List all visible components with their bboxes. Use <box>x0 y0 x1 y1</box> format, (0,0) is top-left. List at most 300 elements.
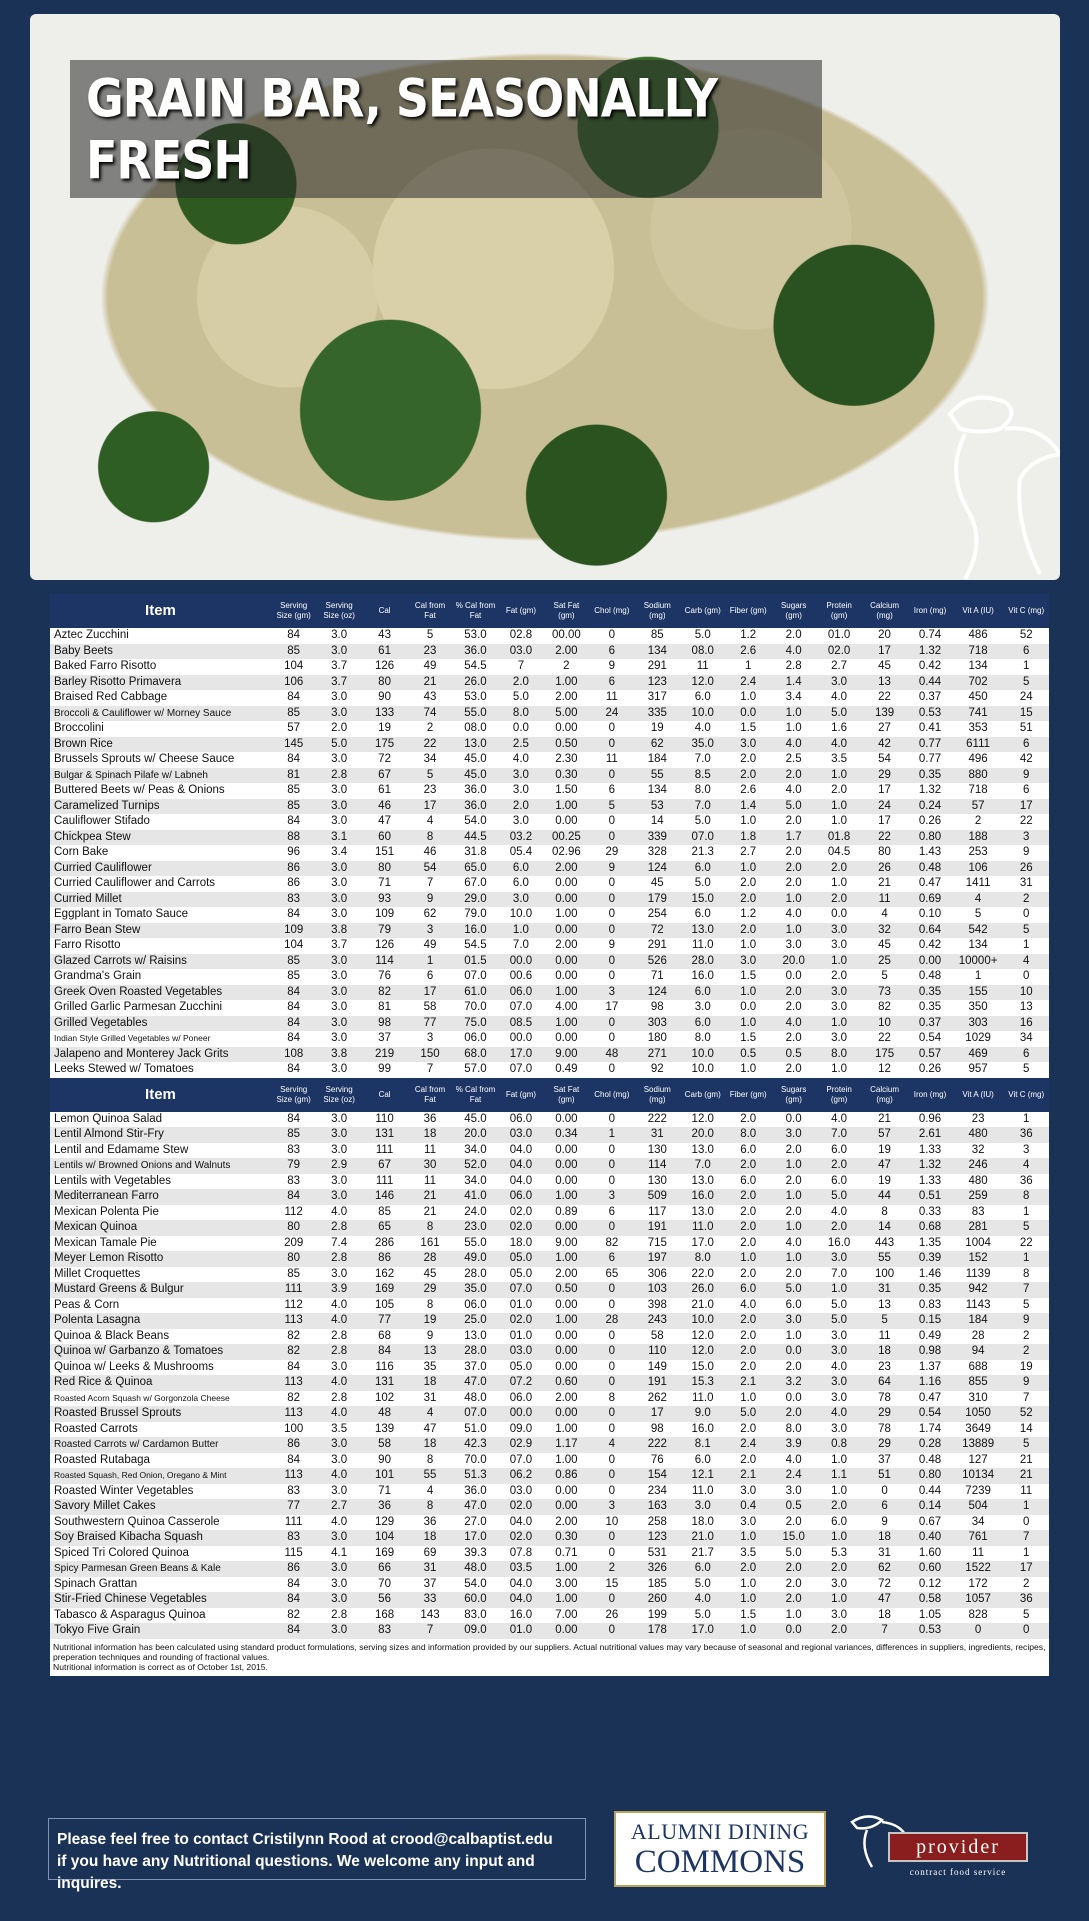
column-header: Fiber (gm) <box>729 606 767 615</box>
nutrition-value: 2.0 <box>785 1407 802 1419</box>
item-name: Roasted Brussel Sprouts <box>54 1407 182 1419</box>
nutrition-value: 4.0 <box>831 691 848 703</box>
nutrition-value: 12.0 <box>691 1329 714 1342</box>
table-row <box>50 830 1049 846</box>
table-row <box>50 1623 1049 1639</box>
nutrition-value: 5 <box>1023 675 1030 688</box>
nutrition-value: 1029 <box>965 1032 991 1044</box>
nutrition-value: 133 <box>374 706 395 719</box>
nutrition-value: 124 <box>647 985 667 998</box>
nutrition-value: 2.8 <box>331 1391 348 1404</box>
nutrition-value: 1 <box>1023 1112 1030 1125</box>
nutrition-value: 84 <box>287 1112 301 1125</box>
nutrition-value: 16.0 <box>509 1608 533 1621</box>
table-row <box>50 690 1049 706</box>
nutrition-value: 36.0 <box>464 784 487 796</box>
nutrition-value: 51.0 <box>464 1422 487 1435</box>
nutrition-value: 4.0 <box>740 1298 757 1311</box>
nutrition-value: 62 <box>423 908 437 920</box>
item-name: Broccolini <box>54 722 104 734</box>
nutrition-value: 37 <box>423 1577 437 1590</box>
nutrition-value: 10.0 <box>509 908 533 920</box>
nutrition-value: 3 <box>426 1032 434 1044</box>
item-name: Savory Millet Cakes <box>54 1500 156 1512</box>
nutrition-value: 47 <box>423 1422 437 1435</box>
nutrition-value: 07.0 <box>691 830 714 843</box>
nutrition-value: 07.0 <box>509 1001 533 1013</box>
nutrition-value: 185 <box>647 1577 667 1590</box>
nutrition-value: 7 <box>517 660 525 672</box>
nutrition-value: 154 <box>647 1469 667 1481</box>
nutrition-value: 34 <box>971 1515 985 1528</box>
nutrition-value: 5 <box>881 1314 888 1326</box>
nutrition-value: 01.0 <box>827 629 851 641</box>
nutrition-value: 9 <box>608 861 616 874</box>
nutrition-value: 0.68 <box>918 1221 942 1233</box>
nutrition-value: 1.00 <box>555 799 578 812</box>
nutrition-value: 83 <box>287 892 301 905</box>
nutrition-value: 443 <box>874 1236 895 1249</box>
nutrition-value: 1.7 <box>785 830 802 843</box>
contact-box <box>48 1818 586 1892</box>
nutrition-value: 2.8 <box>785 660 802 672</box>
nutrition-value: 36.0 <box>464 1484 487 1497</box>
nutrition-value: 0.0 <box>831 908 848 920</box>
nutrition-value: 2.0 <box>831 1624 848 1636</box>
nutrition-value: 3.0 <box>331 1562 348 1574</box>
nutrition-value: 2.0 <box>740 1236 757 1249</box>
nutrition-value: 68 <box>378 1329 391 1342</box>
nutrition-value: 54 <box>878 753 891 765</box>
nutrition-value: 20 <box>878 629 891 641</box>
nutrition-value: 8.0 <box>512 706 529 719</box>
nutrition-value: 79 <box>378 923 391 936</box>
item-name: Chickpea Stew <box>54 830 131 843</box>
nutrition-value: 8.1 <box>694 1438 711 1450</box>
nutrition-value: 81 <box>287 768 301 781</box>
item-name: Jalapeno and Monterey Jack Grits <box>54 1047 229 1060</box>
nutrition-value: 22.0 <box>691 1267 714 1280</box>
nutrition-value: 29.0 <box>464 892 487 905</box>
logo-line-2: COMMONS <box>634 1844 806 1880</box>
nutrition-value: 150 <box>420 1047 440 1060</box>
nutrition-value: 6 <box>1023 644 1030 657</box>
nutrition-value: 2.0 <box>831 970 848 982</box>
nutrition-value: 5.0 <box>694 877 711 889</box>
nutrition-value: 6 <box>881 1500 888 1512</box>
nutrition-value: 2.0 <box>785 1205 802 1218</box>
nutrition-value: 4 <box>1023 954 1030 967</box>
nutrition-value: 2.0 <box>740 1221 757 1233</box>
nutrition-value: 8.0 <box>740 1128 757 1140</box>
nutrition-value: 82 <box>287 1345 301 1357</box>
nutrition-value: 8 <box>1023 1190 1030 1202</box>
nutrition-value: 123 <box>647 1531 667 1543</box>
table-row <box>50 1127 1049 1143</box>
nutrition-value: 8.0 <box>694 784 711 796</box>
nutrition-value: 3.0 <box>512 892 529 905</box>
nutrition-value: 2.4 <box>740 1438 757 1450</box>
nutrition-value: 5 <box>1023 1221 1030 1233</box>
nutrition-value: 4.0 <box>785 644 802 657</box>
nutrition-value: 1.0 <box>831 815 848 827</box>
nutrition-value: 1.00 <box>555 675 578 688</box>
table-row <box>50 1561 1049 1577</box>
nutrition-value: 84 <box>287 1577 301 1590</box>
nutrition-value: 2.0 <box>785 1032 802 1044</box>
nutrition-value: 2.8 <box>331 1252 348 1264</box>
nutrition-value: 0 <box>608 1360 616 1373</box>
nutrition-value: 957 <box>968 1063 988 1075</box>
nutrition-value: 11 <box>424 1174 436 1187</box>
nutrition-value: 6 <box>608 675 616 688</box>
nutrition-value: 8.0 <box>785 1422 802 1435</box>
nutrition-value: 1.0 <box>831 1283 848 1295</box>
nutrition-value: 131 <box>374 1128 395 1140</box>
nutrition-value: 1 <box>974 970 982 982</box>
nutrition-value: 0.30 <box>555 768 578 781</box>
nutrition-value: 0.0 <box>740 1001 757 1013</box>
nutrition-value: 1.00 <box>555 1453 578 1466</box>
nutrition-value: 11 <box>878 892 891 905</box>
nutrition-value: 109 <box>284 923 304 936</box>
nutrition-value: 10.0 <box>691 1314 714 1326</box>
nutrition-value: 22 <box>878 1032 891 1044</box>
nutrition-value: 3.0 <box>831 923 848 936</box>
nutrition-value: 4 <box>426 815 434 827</box>
nutrition-value: 9 <box>881 1515 888 1528</box>
nutrition-value: 7 <box>1023 1283 1030 1295</box>
nutrition-value: 18 <box>423 1531 437 1543</box>
nutrition-value: 71 <box>378 877 391 889</box>
nutrition-value: 11 <box>424 1143 436 1156</box>
nutrition-value: 84 <box>287 815 301 827</box>
nutrition-value: 12.0 <box>691 675 714 688</box>
nutrition-value: 259 <box>968 1190 988 1202</box>
nutrition-value: 23 <box>423 644 437 657</box>
nutrition-value: 0.00 <box>555 877 578 889</box>
nutrition-value: 2.0 <box>831 892 848 905</box>
page-title: GRAIN BAR, SEASONALLY FRESH <box>70 60 822 198</box>
nutrition-value: 36.0 <box>464 644 487 657</box>
footnote <box>50 1639 1049 1676</box>
nutrition-value: 3.0 <box>331 1032 348 1044</box>
nutrition-value: 13.0 <box>691 1174 714 1187</box>
nutrition-value: 0 <box>608 1546 616 1559</box>
nutrition-value: 2.0 <box>785 1063 802 1075</box>
nutrition-value: 2.0 <box>831 1159 848 1171</box>
nutrition-value: 0.47 <box>918 877 942 889</box>
nutrition-value: 0.00 <box>555 1624 578 1636</box>
nutrition-value: 469 <box>968 1047 988 1060</box>
nutrition-value: 2.0 <box>831 1562 848 1574</box>
nutrition-value: 222 <box>647 1438 667 1450</box>
nutrition-value: 45 <box>423 1267 437 1280</box>
nutrition-value: 74 <box>423 706 437 719</box>
nutrition-value: 0 <box>608 768 616 781</box>
nutrition-value: 85 <box>650 629 664 641</box>
table-row <box>50 1205 1049 1221</box>
nutrition-value: 702 <box>968 675 988 688</box>
nutrition-value: 04.0 <box>509 1143 533 1156</box>
nutrition-value: 49.0 <box>464 1252 487 1264</box>
nutrition-value: 2.0 <box>740 768 757 781</box>
nutrition-value: 162 <box>374 1267 395 1280</box>
nutrition-value: 5.0 <box>694 629 711 641</box>
nutrition-value: 17.0 <box>691 1624 714 1636</box>
table-body-section-1 <box>50 628 1049 1078</box>
nutrition-value: 1.00 <box>555 1422 578 1435</box>
nutrition-value: 113 <box>284 1469 303 1481</box>
footnote-disclaimer: Nutritional information has been calculated using standard product formulations, serving sizes and information provided by our suppliers. Actual nutritional values may vary because of seasonal and regional variances, differences in suppliers, ingredients, recipes, preperation techniques and rounding of fractional values. <box>53 1641 1046 1662</box>
nutrition-value: 328 <box>647 846 667 858</box>
nutrition-value: 1.5 <box>740 1032 757 1044</box>
nutrition-value: 7.0 <box>512 939 529 951</box>
nutrition-value: 3.0 <box>331 1143 348 1156</box>
nutrition-value: 0 <box>608 1376 616 1388</box>
nutrition-value: 05.0 <box>509 1252 533 1264</box>
nutrition-value: 0.35 <box>918 768 942 781</box>
nutrition-value: 4.0 <box>331 1376 348 1388</box>
nutrition-value: 2.0 <box>740 1345 757 1357</box>
nutrition-value: 01.8 <box>827 830 851 843</box>
nutrition-value: 6.0 <box>694 1453 711 1466</box>
nutrition-value: 115 <box>284 1546 303 1559</box>
nutrition-value: 3.8 <box>331 923 348 936</box>
nutrition-value: 13889 <box>962 1438 995 1450</box>
nutrition-value: 106 <box>284 675 304 688</box>
nutrition-value: 2.6 <box>740 784 757 796</box>
nutrition-value: 3.2 <box>785 1376 802 1388</box>
table-row <box>50 1592 1049 1608</box>
nutrition-value: 4.1 <box>331 1546 348 1559</box>
nutrition-value: 47 <box>878 1593 891 1605</box>
nutrition-value: 542 <box>968 923 988 936</box>
nutrition-value: 17 <box>878 644 891 657</box>
nutrition-value: 1057 <box>965 1593 991 1605</box>
nutrition-value: 22 <box>878 691 891 703</box>
nutrition-value: 11 <box>878 1329 891 1342</box>
nutrition-value: 9.00 <box>555 1236 578 1249</box>
nutrition-value: 335 <box>647 706 667 719</box>
hero-photo <box>30 14 1060 580</box>
table-row <box>50 1530 1049 1546</box>
nutrition-value: 103 <box>647 1283 667 1295</box>
nutrition-value: 04.0 <box>509 1515 533 1528</box>
nutrition-value: 5.0 <box>694 1577 711 1590</box>
nutrition-value: 3.0 <box>331 691 348 703</box>
nutrition-value: 02.0 <box>509 1314 533 1326</box>
nutrition-value: 24 <box>1019 691 1033 703</box>
nutrition-value: 1.5 <box>740 1608 757 1621</box>
nutrition-value: 1.00 <box>555 1016 578 1029</box>
nutrition-value: 130 <box>647 1174 667 1187</box>
nutrition-value: 2.0 <box>831 1500 848 1512</box>
nutrition-value: 6 <box>1023 784 1030 796</box>
nutrition-value: 47 <box>378 815 391 827</box>
nutrition-value: 1.00 <box>555 1314 578 1326</box>
column-header: Cal <box>378 1089 391 1099</box>
nutrition-value: 3.9 <box>331 1283 348 1295</box>
nutrition-value: 0 <box>608 1345 616 1357</box>
nutrition-value: 2.0 <box>785 1593 802 1605</box>
nutrition-value: 2.0 <box>785 815 802 827</box>
nutrition-value: 02.9 <box>509 1438 533 1450</box>
nutrition-value: 3.0 <box>331 1531 348 1543</box>
nutrition-value: 13.0 <box>464 1329 487 1342</box>
nutrition-value: 2.0 <box>785 985 802 998</box>
nutrition-value: 01.0 <box>509 1329 533 1342</box>
nutrition-value: 1.0 <box>831 1531 848 1543</box>
nutrition-value: 0.00 <box>555 1112 578 1125</box>
nutrition-value: 143 <box>420 1608 440 1621</box>
nutrition-value: 31 <box>650 1128 664 1140</box>
nutrition-value: 2.0 <box>740 1562 757 1574</box>
nutrition-value: 8 <box>426 1298 434 1311</box>
nutrition-value: 5.0 <box>831 1298 848 1311</box>
nutrition-value: 3.0 <box>331 1577 348 1590</box>
nutrition-value: 17 <box>878 815 891 827</box>
nutrition-value: 178 <box>647 1624 667 1636</box>
nutrition-value: 718 <box>968 644 988 657</box>
nutrition-value: 0.54 <box>918 1032 942 1044</box>
nutrition-value: 8.0 <box>694 1032 711 1044</box>
nutrition-value: 3.0 <box>331 1624 348 1636</box>
nutrition-value: 0 <box>608 892 616 905</box>
nutrition-value: 6 <box>608 784 616 796</box>
nutrition-value: 86 <box>287 1438 301 1450</box>
nutrition-value: 0.67 <box>918 1515 942 1528</box>
nutrition-value: 0.00 <box>555 1484 578 1497</box>
nutrition-value: 496 <box>968 753 988 765</box>
table-row <box>50 644 1049 660</box>
nutrition-value: 02.0 <box>509 1531 533 1543</box>
nutrition-value: 3.5 <box>740 1546 757 1559</box>
nutrition-value: 24 <box>878 799 891 812</box>
nutrition-value: 90 <box>378 1453 391 1466</box>
nutrition-value: 11 <box>605 691 618 703</box>
nutrition-value: 19 <box>423 1314 437 1326</box>
nutrition-value: 92 <box>650 1063 664 1075</box>
nutrition-value: 7 <box>426 1624 434 1636</box>
table-row <box>50 768 1049 784</box>
nutrition-value: 0.35 <box>918 1283 942 1295</box>
nutrition-value: 0 <box>608 1624 616 1636</box>
nutrition-value: 06.0 <box>464 1032 487 1044</box>
nutrition-value: 47.0 <box>464 1376 487 1388</box>
nutrition-value: 486 <box>968 629 988 641</box>
nutrition-value: 1.0 <box>740 985 757 998</box>
nutrition-value: 2.0 <box>785 861 802 874</box>
nutrition-value: 0 <box>608 954 616 967</box>
nutrition-value: 0 <box>1023 970 1030 982</box>
nutrition-value: 3.0 <box>831 1345 848 1357</box>
nutrition-value: 05.0 <box>509 1267 533 1280</box>
nutrition-value: 0.34 <box>555 1128 578 1140</box>
item-name: Greek Oven Roasted Vegetables <box>54 985 223 998</box>
table-row <box>50 1313 1049 1329</box>
column-header: Carb (gm) <box>684 1089 721 1099</box>
nutrition-value: 1.0 <box>740 1252 757 1264</box>
nutrition-value: 0 <box>608 1422 616 1435</box>
nutrition-value: 0.48 <box>918 1453 942 1466</box>
nutrition-value: 1.00 <box>555 1190 578 1202</box>
column-header: Calcium (mg) <box>870 1084 899 1104</box>
nutrition-value: 1.17 <box>555 1438 578 1450</box>
nutrition-value: 48.0 <box>464 1562 487 1574</box>
nutrition-value: 22 <box>423 737 437 750</box>
nutrition-value: 02.0 <box>509 1500 533 1512</box>
nutrition-value: 504 <box>968 1500 988 1512</box>
nutrition-value: 0 <box>608 629 616 641</box>
nutrition-value: 60 <box>378 830 391 843</box>
nutrition-value: 52 <box>1019 629 1033 641</box>
table-row <box>50 1546 1049 1562</box>
nutrition-value: 85 <box>287 1267 301 1280</box>
nutrition-value: 78 <box>878 1391 891 1404</box>
nutrition-value: 2 <box>1023 1329 1030 1342</box>
nutrition-value: 55.0 <box>464 706 487 719</box>
nutrition-value: 1.0 <box>740 861 757 874</box>
nutrition-value: 84 <box>287 1190 301 1202</box>
nutrition-value: 72 <box>650 923 664 936</box>
nutrition-value: 84 <box>287 1063 301 1075</box>
nutrition-value: 1.0 <box>740 691 757 703</box>
nutrition-value: 2.0 <box>740 1159 757 1171</box>
nutrition-value: 09.0 <box>464 1624 487 1636</box>
nutrition-value: 172 <box>968 1577 988 1590</box>
nutrition-value: 0.71 <box>555 1546 578 1559</box>
item-name: Grandma's Grain <box>54 970 142 982</box>
nutrition-value: 2.0 <box>740 892 757 905</box>
nutrition-value: 0 <box>608 1143 616 1156</box>
nutrition-value: 00.0 <box>509 1032 533 1044</box>
nutrition-value: 03.0 <box>509 1128 533 1140</box>
nutrition-value: 109 <box>374 908 395 920</box>
nutrition-value: 0.0 <box>785 970 802 982</box>
nutrition-value: 25 <box>878 954 891 967</box>
nutrition-value: 1.0 <box>740 815 757 827</box>
nutrition-value: 12.1 <box>691 1469 714 1481</box>
nutrition-value: 0.69 <box>918 892 942 905</box>
nutrition-value: 7.0 <box>694 1159 711 1171</box>
nutrition-value: 152 <box>968 1252 988 1264</box>
nutrition-value: 6.0 <box>740 1174 757 1187</box>
nutrition-value: 67 <box>378 1159 391 1171</box>
nutrition-value: 155 <box>968 985 988 998</box>
nutrition-value: 94 <box>971 1345 985 1357</box>
table-row <box>50 1062 1049 1078</box>
nutrition-value: 33 <box>423 1593 437 1605</box>
column-header: % Cal from Fat <box>455 1084 496 1104</box>
nutrition-value: 0.50 <box>555 737 578 750</box>
nutrition-value: 36 <box>1019 1593 1033 1605</box>
nutrition-value: 76 <box>378 970 391 982</box>
column-header: Iron (mg) <box>913 606 947 615</box>
table-row <box>50 923 1049 939</box>
nutrition-value: 2 <box>1023 1345 1030 1357</box>
nutrition-value: 3.1 <box>331 830 348 843</box>
table-row <box>50 1375 1049 1391</box>
nutrition-value: 0.96 <box>918 1112 942 1125</box>
nutrition-value: 0.44 <box>918 1484 942 1497</box>
nutrition-value: 2.1 <box>740 1469 757 1481</box>
nutrition-value: 113 <box>284 1376 303 1388</box>
nutrition-value: 49 <box>423 939 437 951</box>
nutrition-value: 73 <box>878 985 891 998</box>
nutrition-value: 96 <box>287 846 301 858</box>
nutrition-value: 0.77 <box>918 737 942 750</box>
